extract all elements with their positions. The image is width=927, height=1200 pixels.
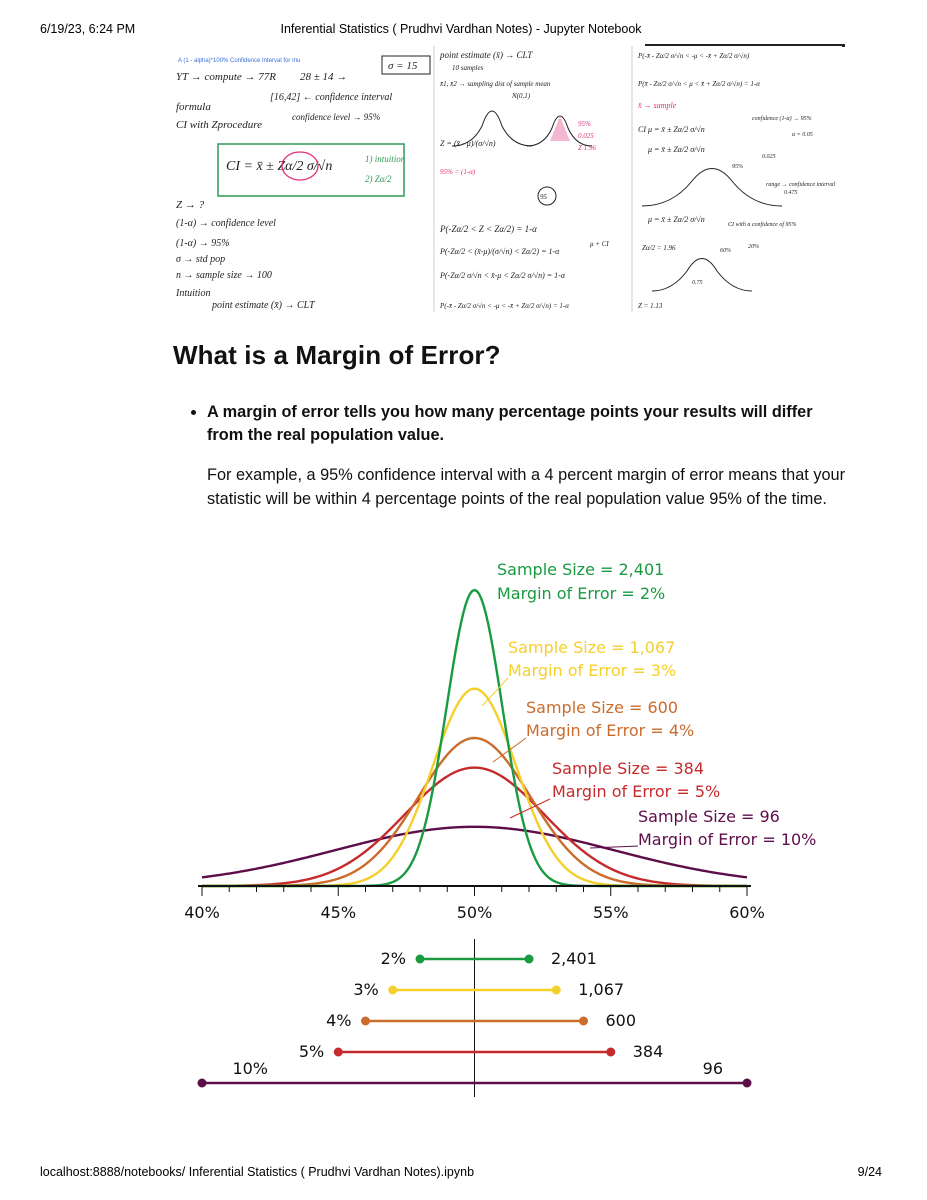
interval-endpoint-right [606,1048,615,1057]
svg-text:1) intuition: 1) intuition [365,154,406,164]
curve-label-margin-of-error: Margin of Error = 3% [508,661,677,680]
svg-text:0.025: 0.025 [578,132,594,140]
interval-moe-label: 5% [298,1042,325,1061]
interval-endpoint-left [334,1048,343,1057]
interval-endpoint-right [743,1079,752,1088]
svg-text:x̄1, x̄2 → sampling dist of sa: x̄1, x̄2 → sampling dist of sample mean [440,80,551,88]
svg-text:n → sample size → 100: n → sample size → 100 [176,270,272,281]
svg-text:range → confidence interval: range → confidence interval [766,182,836,188]
x-tick-label: 40% [184,903,220,922]
svg-text:CI with Zprocedure: CI with Zprocedure [176,119,262,131]
svg-text:x̄ → sample: x̄ → sample [638,101,677,110]
svg-text:28 ± 14 →: 28 ± 14 → [300,71,348,83]
interval-sample-size-label: 384 [632,1042,664,1061]
svg-text:P(-Zα/2 < Z < Zα/2) = 1-α: P(-Zα/2 < Z < Zα/2) = 1-α [440,224,537,234]
curve-label-margin-of-error: Margin of Error = 10% [638,830,817,849]
svg-text:YT → compute → 77R: YT → compute → 77R [176,71,277,83]
bullet-bold-text: A margin of error tells you how many percentage points your results will differ from the real population value. [207,403,813,444]
margin-of-error-section [173,340,853,511]
svg-text:P(-Zα/2 σ/√n < x̄-μ < Zα/2 σ/√: P(-Zα/2 σ/√n < x̄-μ < Zα/2 σ/√n) = 1-α [440,271,566,280]
svg-text:CI = x̄ ± Zα/2 σ/√n: CI = x̄ ± Zα/2 σ/√n [226,159,333,174]
margin-of-error-chart [184,548,870,1108]
svg-text:point estimate (x̄) → CLT: point estimate (x̄) → CLT [440,50,533,60]
svg-text:N(0,1): N(0,1) [512,92,531,100]
bullet-paragraph: For example, a 95% confidence interval with a 4 percent margin of error means that your statistic will be within 4 percentage points of the real population value 95% of the time. [207,466,845,508]
svg-text:μ + CI: μ + CI [590,240,609,248]
interval-sample-size-label: 600 [605,1011,637,1030]
interval-sample-size-label: 2,401 [551,949,597,968]
print-footer [40,1165,882,1179]
svg-text:20%: 20% [748,244,759,250]
interval-moe-label: 10% [232,1059,268,1078]
notes-panel-3 [637,52,835,310]
svg-text:95: 95 [540,193,547,201]
svg-text:(1-α) → 95%: (1-α) → 95% [176,238,230,249]
curve-label-sample-size: Sample Size = 96 [638,807,780,826]
curve-label-margin-of-error: Margin of Error = 4% [526,721,695,740]
curve-label-sample-size: Sample Size = 2,401 [497,560,665,579]
interval-endpoint-left [198,1079,207,1088]
svg-text:μ = x̄ ± Zα/2 σ/√n: μ = x̄ ± Zα/2 σ/√n [648,145,705,154]
notes-panel-2 [439,50,609,310]
print-header [40,22,882,36]
svg-text:95%: 95% [578,120,591,128]
handwritten-notes-image [172,46,842,312]
interval-sample-size-label: 96 [702,1059,723,1078]
svg-text:95%: 95% [732,164,743,170]
svg-text:Z = 1.13: Z = 1.13 [638,302,663,310]
bullet-item [207,401,853,511]
svg-text:[16,42] ← confidence interval: [16,42] ← confidence interval [270,92,393,103]
curve-label-sample-size: Sample Size = 384 [552,759,705,778]
section-heading: What is a Margin of Error? [173,340,501,370]
svg-text:60%: 60% [720,248,731,254]
svg-text:α = 0.05: α = 0.05 [792,132,813,138]
x-tick-label: 60% [729,903,765,922]
svg-text:P(-x̄ - Zα/2 σ/√n < -μ < -x̄ +: P(-x̄ - Zα/2 σ/√n < -μ < -x̄ + Zα/2 σ/√n) [638,52,750,60]
svg-text:10 samples: 10 samples [452,64,484,72]
svg-text:P(-Zα/2 < (x̄-μ)/(σ/√n) < Zα/2: P(-Zα/2 < (x̄-μ)/(σ/√n) < Zα/2) = 1-α [440,247,560,256]
svg-text:CI μ = x̄ ± Zα/2 σ/√n: CI μ = x̄ ± Zα/2 σ/√n [638,125,705,134]
x-tick-label: 50% [456,903,493,922]
svg-text:σ = 15: σ = 15 [388,60,418,72]
print-url: localhost:8888/notebooks/ Inferential Statistics ( Prudhvi Vardhan Notes).ipynb [40,1165,475,1179]
svg-text:Z = (x̄ - μ)/(σ/√n): Z = (x̄ - μ)/(σ/√n) [440,139,496,148]
print-title: Inferential Statistics ( Prudhvi Vardhan Notes) - Jupyter Notebook [280,22,642,36]
svg-text:Z → ?: Z → ? [176,199,205,211]
svg-text:0.025: 0.025 [762,154,776,160]
svg-text:95% = (1-α): 95% = (1-α) [440,168,476,176]
notes-caption: A (1 - alpha)*100% Confidence Interval for mu [178,58,301,64]
interval-sample-size-label: 1,067 [578,980,625,999]
interval-moe-label: 4% [326,1011,352,1030]
x-tick-label: 45% [320,903,357,922]
svg-text:P(x̄ - Zα/2 σ/√n < μ < x̄ + Zα: P(x̄ - Zα/2 σ/√n < μ < x̄ + Zα/2 σ/√n) = 1-α [638,80,760,88]
svg-text:(1-α) → confidence level: (1-α) → confidence level [176,218,276,229]
interval-endpoint-left [361,1017,370,1026]
interval-endpoint-right [552,986,561,995]
svg-text:Z 1.96: Z 1.96 [578,144,596,152]
print-page-number: 9/24 [857,1165,882,1179]
x-tick-label: 55% [592,903,629,922]
curve-label-sample-size: Sample Size = 1,067 [508,638,676,657]
interval-moe-label: 3% [353,980,379,999]
curve-label-leader [482,678,508,706]
svg-text:0.75: 0.75 [692,280,703,286]
svg-text:μ = x̄ ± Zα/2 σ/√n: μ = x̄ ± Zα/2 σ/√n [648,215,705,224]
interval-endpoint-left [416,955,425,964]
svg-text:confidence (1-α) → 95%: confidence (1-α) → 95% [752,116,812,122]
svg-text:Intuition: Intuition [176,288,211,299]
svg-text:0.475: 0.475 [784,190,798,196]
notes-panel-1 [175,56,430,311]
svg-text:σ → std pop: σ → std pop [176,254,226,265]
curve-label-margin-of-error: Margin of Error = 2% [497,584,666,603]
svg-text:2) Zα/2: 2) Zα/2 [365,174,392,184]
svg-text:formula: formula [176,101,211,113]
svg-text:confidence level → 95%: confidence level → 95% [292,112,381,122]
bullet-list [173,401,853,511]
print-timestamp: 6/19/23, 6:24 PM [40,22,136,36]
svg-text:CI with a confidence of 95%: CI with a confidence of 95% [728,222,797,228]
interval-endpoint-left [388,986,397,995]
curve-label-margin-of-error: Margin of Error = 5% [552,782,721,801]
moe-chart-svg [184,548,870,1108]
svg-text:Zα/2 = 1.96: Zα/2 = 1.96 [642,244,676,252]
svg-text:P(-x̄ - Zα/2 σ/√n < -μ < -x̄ +: P(-x̄ - Zα/2 σ/√n < -μ < -x̄ + Zα/2 σ/√n) = 1-α [440,302,569,310]
interval-endpoint-right [525,955,534,964]
svg-text:point estimate (x̄) → CLT: point estimate (x̄) → CLT [212,300,315,311]
interval-moe-label: 2% [380,949,406,968]
curve-label-sample-size: Sample Size = 600 [526,698,679,717]
interval-endpoint-right [579,1017,588,1026]
